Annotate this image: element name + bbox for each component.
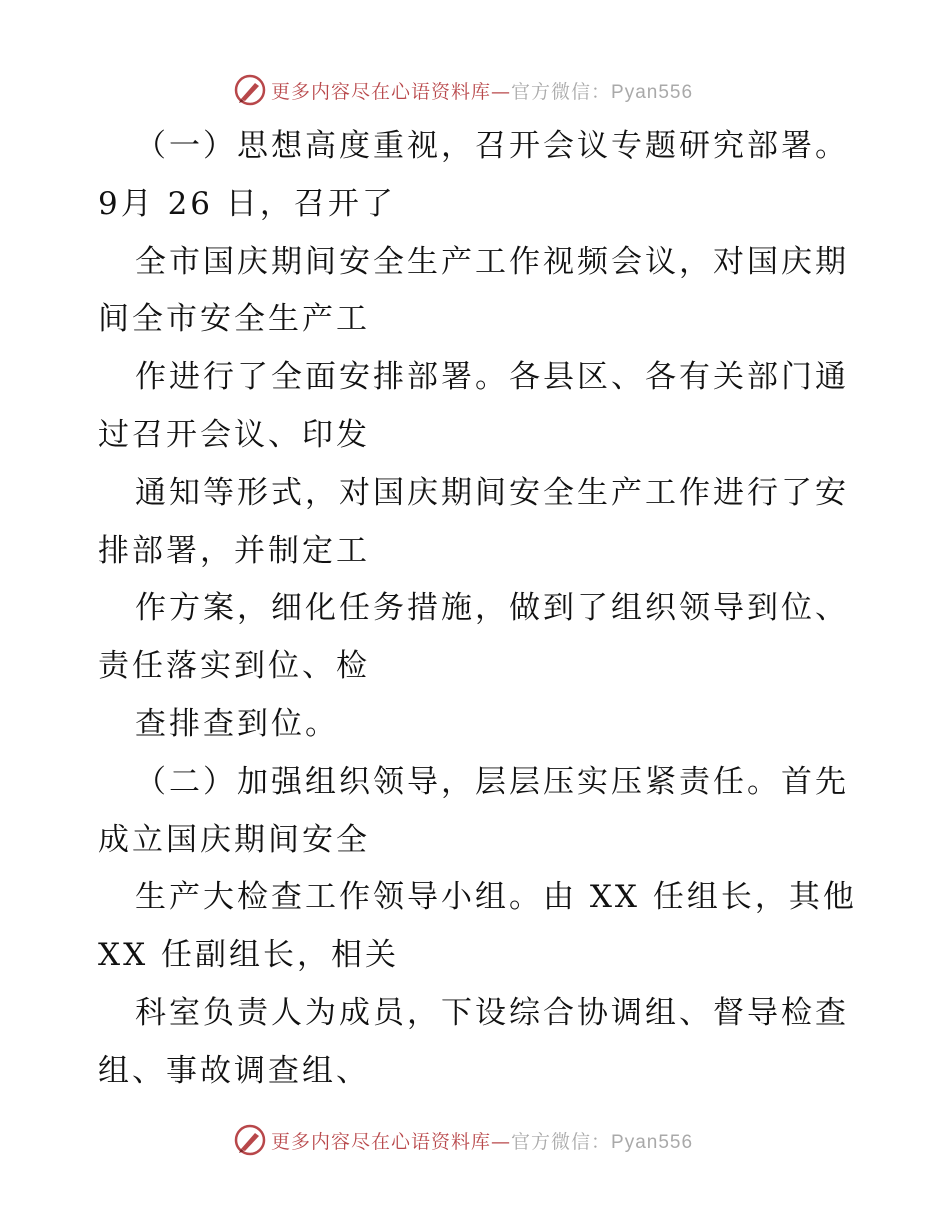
text-line: 作方案，细化任务措施，做到了组织领导到位、 — [135, 590, 849, 627]
text-line: 通知等形式，对国庆期间安全生产工作进行了安 — [135, 474, 849, 511]
header-banner — [233, 72, 713, 108]
footer-dash: — — [491, 1130, 512, 1153]
text-line: 排部署，并制定工 — [98, 532, 370, 569]
body-text — [98, 118, 858, 1101]
text-line: 间全市安全生产工 — [98, 301, 370, 338]
footer-text — [271, 1127, 693, 1154]
footer-label: 官方微信： — [511, 1130, 612, 1153]
text-line: 过召开会议、印发 — [98, 416, 370, 453]
text-line: 9月 26 日，召开了 — [98, 185, 396, 222]
header-label: 官方微信： — [511, 80, 612, 103]
header-text — [271, 77, 693, 104]
text-line: 科室负责人为成员，下设综合协调组、督导检查 — [135, 994, 849, 1031]
text-line: 组、事故调查组、 — [98, 1052, 370, 1089]
header-brand: 更多内容尽在心语资料库 — [271, 80, 492, 103]
text-line: （二）加强组织领导，层层压实压紧责任。首先 — [135, 763, 849, 800]
header-dash: — — [491, 80, 512, 103]
pen-logo-icon — [233, 1123, 267, 1157]
text-line: （一）思想高度重视，召开会议专题研究部署。 — [135, 128, 849, 164]
text-line: 作进行了全面安排部署。各县区、各有关部门通 — [135, 359, 849, 396]
text-line: 查排查到位。 — [135, 705, 339, 742]
text-line: 生产大检查工作领导小组。由 XX 任组长，其他 — [135, 879, 857, 916]
text-line: 成立国庆期间安全 — [98, 821, 370, 858]
footer-wechat-id: Pyan556 — [611, 1131, 694, 1153]
text-line: 全市国庆期间安全生产工作视频会议，对国庆期 — [135, 243, 849, 280]
text-line: 责任落实到位、检 — [98, 648, 370, 685]
footer-brand: 更多内容尽在心语资料库 — [271, 1130, 492, 1153]
header-wechat-id: Pyan556 — [611, 81, 694, 103]
text-line: XX 任副组长，相关 — [98, 937, 399, 974]
pen-logo-icon — [233, 73, 267, 107]
footer-banner — [233, 1122, 713, 1158]
